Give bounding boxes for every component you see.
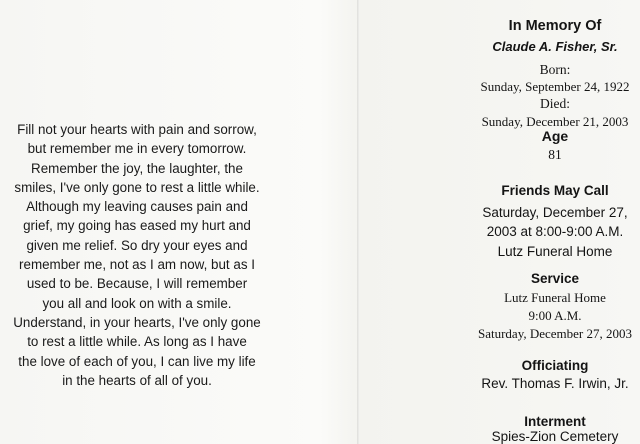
born-date: Sunday, September 24, 1922 bbox=[480, 79, 630, 94]
poem-line: smiles, I've only gone to rest a little while. bbox=[14, 179, 260, 195]
age-value: 81 bbox=[548, 147, 562, 162]
memorial-heading: In Memory Of bbox=[508, 18, 602, 34]
service-place: Lutz Funeral Home bbox=[504, 290, 606, 305]
poem-line: the love of each of you, I can live my life bbox=[18, 353, 256, 369]
poem-line: grief, my going has eased my hurt and bbox=[23, 218, 251, 234]
poem-line: Understand, in your hearts, I've only gone bbox=[13, 314, 261, 330]
service-heading: Service bbox=[530, 271, 580, 286]
poem-line: in the hearts of all of you. bbox=[62, 372, 212, 388]
visitation-time: 2003 at 8:00-9:00 A.M. bbox=[486, 224, 624, 239]
poem-line: used to be. Because, I will remember bbox=[26, 276, 248, 292]
died-label: Died: bbox=[540, 96, 570, 111]
deceased-name: Claude A. Fisher, Sr. bbox=[492, 39, 618, 54]
poem-line: remember me, not as I am now, but as I bbox=[19, 257, 255, 273]
poem-line: Remember the joy, the laughter, the bbox=[31, 160, 243, 176]
interment-heading: Interment bbox=[524, 414, 586, 429]
born-label: Born: bbox=[539, 62, 571, 77]
interment-place: Spies-Zion Cemetery bbox=[491, 429, 619, 444]
visitation-place: Lutz Funeral Home bbox=[497, 244, 613, 259]
friends-may-call-heading: Friends May Call bbox=[501, 183, 609, 198]
visitation-date: Saturday, December 27, bbox=[482, 205, 628, 220]
died-date: Sunday, December 21, 2003 bbox=[481, 114, 629, 129]
card-fold bbox=[357, 0, 359, 444]
officiating-heading: Officiating bbox=[521, 358, 589, 373]
poem-line: but remember me in every tomorrow. bbox=[27, 141, 247, 157]
poem-line: Although my leaving causes pain and bbox=[26, 199, 248, 215]
service-date: Saturday, December 27, 2003 bbox=[477, 326, 633, 341]
age-label: Age bbox=[541, 128, 569, 144]
service-time: 9:00 A.M. bbox=[528, 308, 582, 323]
officiant-name: Rev. Thomas F. Irwin, Jr. bbox=[481, 376, 629, 391]
poem-line: you all and look on with a smile. bbox=[42, 295, 232, 311]
poem-line: to rest a little while. As long as I have bbox=[27, 334, 247, 350]
poem-line: given me relief. So dry your eyes and bbox=[26, 237, 248, 253]
poem-panel bbox=[6, 120, 268, 390]
poem-line: Fill not your hearts with pain and sorrow, bbox=[17, 122, 257, 137]
